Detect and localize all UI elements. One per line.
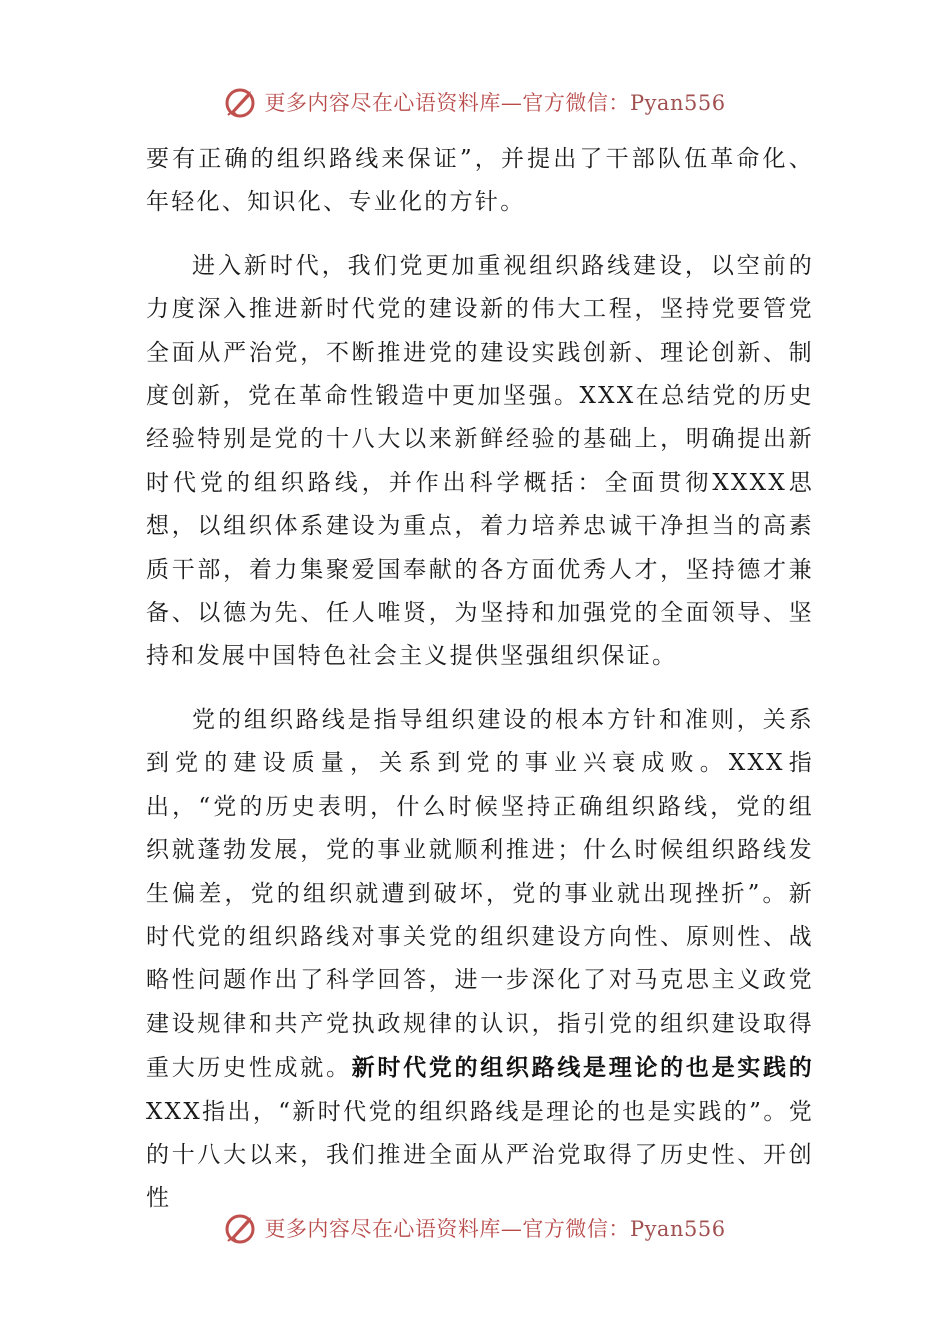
footer-banner-text — [264, 1213, 725, 1243]
header-banner-text — [264, 87, 725, 117]
header-banner-main: 更多内容尽在心语资料库—官方微信： — [264, 91, 630, 115]
paragraph-1: 要有正确的组织路线来保证”，并提出了干部队伍革命化、年轻化、知识化、专业化的方针。 — [146, 146, 814, 216]
header-banner-id: Pyan556 — [629, 91, 726, 115]
paragraph-2: 进入新时代，我们党更加重视组织路线建设，以空前的力度深入推进新时代党的建设新的伟大工程，坚持党要管党全面从严治党，不断推进党的建设实践创新、理论创新、制度创新，党在革命性锻造中更加坚强。XXX在总结党的历史经验特别是党的十八大以来新鲜经验的基础上，明确提出新时代党的组织路线，并作出科学概括：全面贯彻XXXX思想，以组织体系建设为重点，着力培养忠诚干净担当的高素质干部，着力集聚爱国奉献的各方面优秀人才，坚持德才兼备、以德为先、任人唯贤，为坚持和加强党的全面领导、坚持和发展中国特色社会主义提供坚强组织保证。 — [146, 252, 814, 670]
paragraph-3-text: 党的组织路线是指导组织建设的根本方针和准则，关系到党的建设质量，关系到党的事业兴衰成败。XXX指出，“党的历史表明，什么时候坚持正确组织路线，党的组织就蓬勃发展，党的事业就顺利推进；什么时候组织路线发生偏差，党的组织就遭到破坏，党的事业就出现挫折”。新时代党的组织路线对事关党的组织建设方向性、原则性、战略性问题作出了科学回答，进一步深化了对马克思主义政党建设规律和共产党执政规律的认识，指引党的组织建设取得重大历史性成就。 — [146, 706, 814, 1082]
paragraph-3-bold-heading: 新时代党的组织路线是理论的也是实践的 — [351, 1054, 814, 1082]
footer-banner — [0, 1208, 950, 1248]
paragraph-3-text-cont: XXX指出，“新时代党的组织路线是理论的也是实践的”。党的十八大以来，我们推进全面从严治党取得了历史性、开创性 — [146, 1098, 814, 1212]
footer-banner-main: 更多内容尽在心语资料库—官方微信： — [264, 1217, 630, 1241]
document-body — [146, 138, 814, 1221]
pen-logo-icon — [224, 1211, 258, 1245]
pen-logo-icon — [224, 85, 258, 119]
footer-banner-id: Pyan556 — [629, 1217, 726, 1241]
paragraph-3 — [146, 699, 814, 1221]
header-banner — [0, 82, 950, 122]
